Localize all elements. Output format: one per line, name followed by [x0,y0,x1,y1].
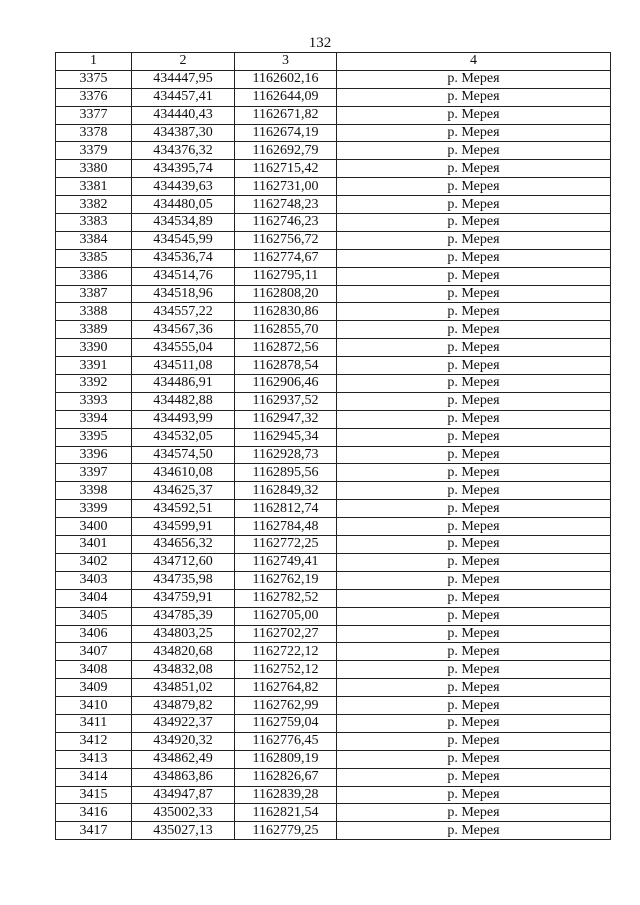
table-row [56,178,611,196]
object-name-cell: р. Мерея [337,768,611,786]
table-row [56,106,611,124]
table-row [56,70,611,88]
object-name-cell: р. Мерея [337,321,611,339]
x-coordinate-cell: 434440,43 [132,106,235,124]
x-coordinate-cell: 434947,87 [132,786,235,804]
table-row [56,607,611,625]
point-number-cell: 3399 [56,500,132,518]
point-number-cell: 3383 [56,214,132,232]
object-name-cell: р. Мерея [337,714,611,732]
y-coordinate-cell: 1162731,00 [235,178,337,196]
table-row [56,822,611,840]
object-name-cell: р. Мерея [337,589,611,607]
point-number-cell: 3403 [56,571,132,589]
point-number-cell: 3387 [56,285,132,303]
table-row [56,714,611,732]
point-number-cell: 3409 [56,679,132,697]
object-name-cell: р. Мерея [337,446,611,464]
object-name-cell: р. Мерея [337,518,611,536]
object-name-cell: р. Мерея [337,625,611,643]
y-coordinate-cell: 1162671,82 [235,106,337,124]
y-coordinate-cell: 1162895,56 [235,464,337,482]
x-coordinate-cell: 434832,08 [132,661,235,679]
table-row [56,196,611,214]
y-coordinate-cell: 1162878,54 [235,357,337,375]
y-coordinate-cell: 1162808,20 [235,285,337,303]
table-row [56,142,611,160]
point-number-cell: 3384 [56,231,132,249]
y-coordinate-cell: 1162784,48 [235,518,337,536]
table-body [56,70,611,839]
table-row [56,446,611,464]
point-number-cell: 3415 [56,786,132,804]
y-coordinate-cell: 1162906,46 [235,375,337,393]
y-coordinate-cell: 1162774,67 [235,249,337,267]
x-coordinate-cell: 435002,33 [132,804,235,822]
object-name-cell: р. Мерея [337,106,611,124]
table-row [56,804,611,822]
x-coordinate-cell: 434759,91 [132,589,235,607]
point-number-cell: 3411 [56,714,132,732]
table-row [56,231,611,249]
object-name-cell: р. Мерея [337,88,611,106]
point-number-cell: 3382 [56,196,132,214]
y-coordinate-cell: 1162759,04 [235,714,337,732]
y-coordinate-cell: 1162795,11 [235,267,337,285]
point-number-cell: 3405 [56,607,132,625]
table-row [56,625,611,643]
table-row [56,661,611,679]
point-number-cell: 3389 [56,321,132,339]
table-row [56,500,611,518]
y-coordinate-cell: 1162749,41 [235,553,337,571]
table-row [56,267,611,285]
table-row [56,285,611,303]
x-coordinate-cell: 434735,98 [132,571,235,589]
y-coordinate-cell: 1162928,73 [235,446,337,464]
object-name-cell: р. Мерея [337,804,611,822]
table-row [56,321,611,339]
header-cell-x: 2 [132,53,235,71]
x-coordinate-cell: 434532,05 [132,428,235,446]
object-name-cell: р. Мерея [337,679,611,697]
table-row [56,214,611,232]
point-number-cell: 3408 [56,661,132,679]
table-row [56,643,611,661]
x-coordinate-cell: 434592,51 [132,500,235,518]
x-coordinate-cell: 434920,32 [132,732,235,750]
table-row [56,410,611,428]
table-row [56,428,611,446]
point-number-cell: 3414 [56,768,132,786]
y-coordinate-cell: 1162826,67 [235,768,337,786]
y-coordinate-cell: 1162839,28 [235,786,337,804]
object-name-cell: р. Мерея [337,178,611,196]
y-coordinate-cell: 1162872,56 [235,339,337,357]
object-name-cell: р. Мерея [337,410,611,428]
point-number-cell: 3402 [56,553,132,571]
y-coordinate-cell: 1162830,86 [235,303,337,321]
y-coordinate-cell: 1162762,99 [235,697,337,715]
table-row [56,697,611,715]
point-number-cell: 3385 [56,249,132,267]
object-name-cell: р. Мерея [337,750,611,768]
object-name-cell: р. Мерея [337,553,611,571]
y-coordinate-cell: 1162756,72 [235,231,337,249]
table-row [56,571,611,589]
table-row [56,339,611,357]
header-cell-object: 4 [337,53,611,71]
x-coordinate-cell: 434514,76 [132,267,235,285]
object-name-cell: р. Мерея [337,464,611,482]
point-number-cell: 3412 [56,732,132,750]
y-coordinate-cell: 1162715,42 [235,160,337,178]
table-row [56,303,611,321]
table-row [56,750,611,768]
y-coordinate-cell: 1162937,52 [235,392,337,410]
object-name-cell: р. Мерея [337,375,611,393]
object-name-cell: р. Мерея [337,357,611,375]
x-coordinate-cell: 434457,41 [132,88,235,106]
object-name-cell: р. Мерея [337,231,611,249]
point-number-cell: 3398 [56,482,132,500]
x-coordinate-cell: 434656,32 [132,536,235,554]
point-number-cell: 3392 [56,375,132,393]
x-coordinate-cell: 434480,05 [132,196,235,214]
object-name-cell: р. Мерея [337,285,611,303]
table-row [56,124,611,142]
table-row [56,88,611,106]
table-row [56,536,611,554]
y-coordinate-cell: 1162782,52 [235,589,337,607]
object-name-cell: р. Мерея [337,536,611,554]
object-name-cell: р. Мерея [337,392,611,410]
point-number-cell: 3376 [56,88,132,106]
object-name-cell: р. Мерея [337,249,611,267]
x-coordinate-cell: 434486,91 [132,375,235,393]
x-coordinate-cell: 434557,22 [132,303,235,321]
x-coordinate-cell: 434545,99 [132,231,235,249]
point-number-cell: 3391 [56,357,132,375]
object-name-cell: р. Мерея [337,339,611,357]
y-coordinate-cell: 1162821,54 [235,804,337,822]
x-coordinate-cell: 434376,32 [132,142,235,160]
x-coordinate-cell: 434851,02 [132,679,235,697]
x-coordinate-cell: 434862,49 [132,750,235,768]
table-row [56,518,611,536]
point-number-cell: 3400 [56,518,132,536]
table-row [56,160,611,178]
point-number-cell: 3390 [56,339,132,357]
object-name-cell: р. Мерея [337,786,611,804]
x-coordinate-cell: 434387,30 [132,124,235,142]
table-row [56,375,611,393]
y-coordinate-cell: 1162849,32 [235,482,337,500]
point-number-cell: 3375 [56,70,132,88]
table-row [56,732,611,750]
x-coordinate-cell: 434447,95 [132,70,235,88]
x-coordinate-cell: 434518,96 [132,285,235,303]
point-number-cell: 3407 [56,643,132,661]
point-number-cell: 3380 [56,160,132,178]
table-row [56,464,611,482]
y-coordinate-cell: 1162674,19 [235,124,337,142]
object-name-cell: р. Мерея [337,196,611,214]
object-name-cell: р. Мерея [337,607,611,625]
y-coordinate-cell: 1162692,79 [235,142,337,160]
x-coordinate-cell: 434785,39 [132,607,235,625]
y-coordinate-cell: 1162705,00 [235,607,337,625]
header-row [56,53,611,71]
point-number-cell: 3406 [56,625,132,643]
object-name-cell: р. Мерея [337,142,611,160]
y-coordinate-cell: 1162722,12 [235,643,337,661]
point-number-cell: 3404 [56,589,132,607]
object-name-cell: р. Мерея [337,732,611,750]
table-row [56,249,611,267]
x-coordinate-cell: 434599,91 [132,518,235,536]
table-row [56,392,611,410]
y-coordinate-cell: 1162644,09 [235,88,337,106]
point-number-cell: 3394 [56,410,132,428]
object-name-cell: р. Мерея [337,697,611,715]
point-number-cell: 3417 [56,822,132,840]
page-number: 132 [308,35,332,51]
table-row [56,679,611,697]
y-coordinate-cell: 1162752,12 [235,661,337,679]
object-name-cell: р. Мерея [337,160,611,178]
object-name-cell: р. Мерея [337,822,611,840]
x-coordinate-cell: 434863,86 [132,768,235,786]
point-number-cell: 3410 [56,697,132,715]
y-coordinate-cell: 1162945,34 [235,428,337,446]
y-coordinate-cell: 1162812,74 [235,500,337,518]
table-row [56,786,611,804]
point-number-cell: 3388 [56,303,132,321]
x-coordinate-cell: 434922,37 [132,714,235,732]
object-name-cell: р. Мерея [337,500,611,518]
table-row [56,357,611,375]
table-row [56,482,611,500]
table-row [56,768,611,786]
y-coordinate-cell: 1162809,19 [235,750,337,768]
point-number-cell: 3416 [56,804,132,822]
y-coordinate-cell: 1162748,23 [235,196,337,214]
y-coordinate-cell: 1162746,23 [235,214,337,232]
y-coordinate-cell: 1162855,70 [235,321,337,339]
x-coordinate-cell: 434879,82 [132,697,235,715]
object-name-cell: р. Мерея [337,428,611,446]
object-name-cell: р. Мерея [337,70,611,88]
object-name-cell: р. Мерея [337,303,611,321]
point-number-cell: 3379 [56,142,132,160]
x-coordinate-cell: 434567,36 [132,321,235,339]
table-row [56,589,611,607]
y-coordinate-cell: 1162947,32 [235,410,337,428]
point-number-cell: 3397 [56,464,132,482]
point-number-cell: 3378 [56,124,132,142]
x-coordinate-cell: 434712,60 [132,553,235,571]
object-name-cell: р. Мерея [337,643,611,661]
table-row [56,553,611,571]
point-number-cell: 3413 [56,750,132,768]
object-name-cell: р. Мерея [337,571,611,589]
y-coordinate-cell: 1162702,27 [235,625,337,643]
header-cell-y: 3 [235,53,337,71]
point-number-cell: 3395 [56,428,132,446]
object-name-cell: р. Мерея [337,124,611,142]
x-coordinate-cell: 434610,08 [132,464,235,482]
object-name-cell: р. Мерея [337,267,611,285]
object-name-cell: р. Мерея [337,214,611,232]
x-coordinate-cell: 434574,50 [132,446,235,464]
point-number-cell: 3393 [56,392,132,410]
header-cell-point-number: 1 [56,53,132,71]
point-number-cell: 3381 [56,178,132,196]
x-coordinate-cell: 434534,89 [132,214,235,232]
y-coordinate-cell: 1162764,82 [235,679,337,697]
point-number-cell: 3396 [56,446,132,464]
coordinates-table [55,52,611,840]
x-coordinate-cell: 434482,88 [132,392,235,410]
point-number-cell: 3377 [56,106,132,124]
y-coordinate-cell: 1162776,45 [235,732,337,750]
y-coordinate-cell: 1162772,25 [235,536,337,554]
x-coordinate-cell: 434625,37 [132,482,235,500]
x-coordinate-cell: 434555,04 [132,339,235,357]
x-coordinate-cell: 435027,13 [132,822,235,840]
point-number-cell: 3386 [56,267,132,285]
x-coordinate-cell: 434820,68 [132,643,235,661]
x-coordinate-cell: 434511,08 [132,357,235,375]
object-name-cell: р. Мерея [337,661,611,679]
x-coordinate-cell: 434803,25 [132,625,235,643]
x-coordinate-cell: 434395,74 [132,160,235,178]
point-number-cell: 3401 [56,536,132,554]
object-name-cell: р. Мерея [337,482,611,500]
x-coordinate-cell: 434439,63 [132,178,235,196]
x-coordinate-cell: 434493,99 [132,410,235,428]
y-coordinate-cell: 1162779,25 [235,822,337,840]
x-coordinate-cell: 434536,74 [132,249,235,267]
y-coordinate-cell: 1162762,19 [235,571,337,589]
y-coordinate-cell: 1162602,16 [235,70,337,88]
